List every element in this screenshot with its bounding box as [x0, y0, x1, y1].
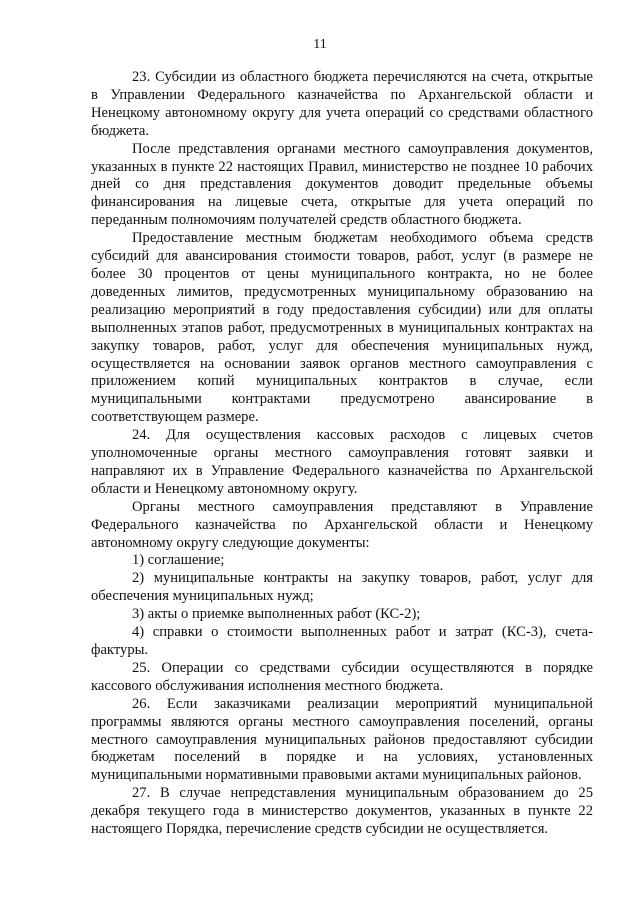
paragraph-26: 26. Если заказчиками реализации мероприятий муниципальной программы являются органы местного самоуправления поселений, органы местного самоуправления муниципальных районов предоставляют субсидии бюджетам поселений в порядке и на условиях, установленных муниципальными нормативными правовыми актами муниципальных районов.	[91, 695, 593, 784]
document-body	[91, 69, 593, 839]
list-item-2: 2) муниципальные контракты на закупку товаров, работ, услуг для обеспечения муниципальных нужд;	[91, 570, 593, 605]
paragraph-23: 23. Субсидии из областного бюджета перечисляются на счета, открытые в Управлении Федерального казначейства по Архангельской области и Ненецкому автономному округу для учета операций со средствами областного бюджета.	[91, 69, 593, 139]
paragraph-documents-intro: Органы местного самоуправления представляют в Управление Федерального казначейства по Архангельской области и Ненецкому автономному округу следующие документы:	[91, 498, 593, 551]
list-item-3: 3) акты о приемке выполненных работ (КС-2);	[132, 606, 421, 623]
paragraph-advance: Предоставление местным бюджетам необходимого объема средств субсидий для авансирования стоимости товаров, работ, услуг (в размере не более 30 процентов от цены муниципального контракта, но не более доведенных лимитов, предусмотренных муниципальному образованию на реализацию мероприятий в году предоставления субсидии) или для оплаты выполненных этапов работ, предусмотренных в муниципальных контрактах на закупку товаров, работ, услуг для обеспечения муниципальных нужд, осуществляется на основании заявок органов местного самоуправления с приложением копий муниципальных контрактов в случае, если муниципальными контрактами предусмотрено авансирование в соответствующем размере.	[91, 230, 593, 426]
paragraph-limits: После представления органами местного самоуправления документов, указанных в пункте 22 настоящих Правил, министерство не позднее 10 рабочих дней со дня представления документов доводит предельные объемы финансирования на лицевые счета, открытые для учета операций по переданным полномочиям получателей средств областного бюджета.	[91, 140, 593, 229]
paragraph-24: 24. Для осуществления кассовых расходов с лицевых счетов уполномоченные органы местного самоуправления готовят заявки и направляют их в Управление Федерального казначейства по Архангельской области и Ненецкому автономному округу.	[91, 427, 593, 497]
paragraph-25: 25. Операции со средствами субсидии осуществляются в порядке кассового обслуживания исполнения местного бюджета.	[91, 659, 593, 694]
list-item-4: 4) справки о стоимости выполненных работ и затрат (КС-3), счета-фактуры.	[91, 624, 593, 658]
paragraph-27: 27. В случае непредставления муниципальным образованием до 25 декабря текущего года в министерство документов, указанных в пункте 22 настоящего Порядка, перечисление средств субсидии не осуществляется.	[91, 785, 593, 838]
page-number: 11	[313, 37, 327, 52]
list-item-1: 1) соглашение;	[132, 552, 225, 569]
